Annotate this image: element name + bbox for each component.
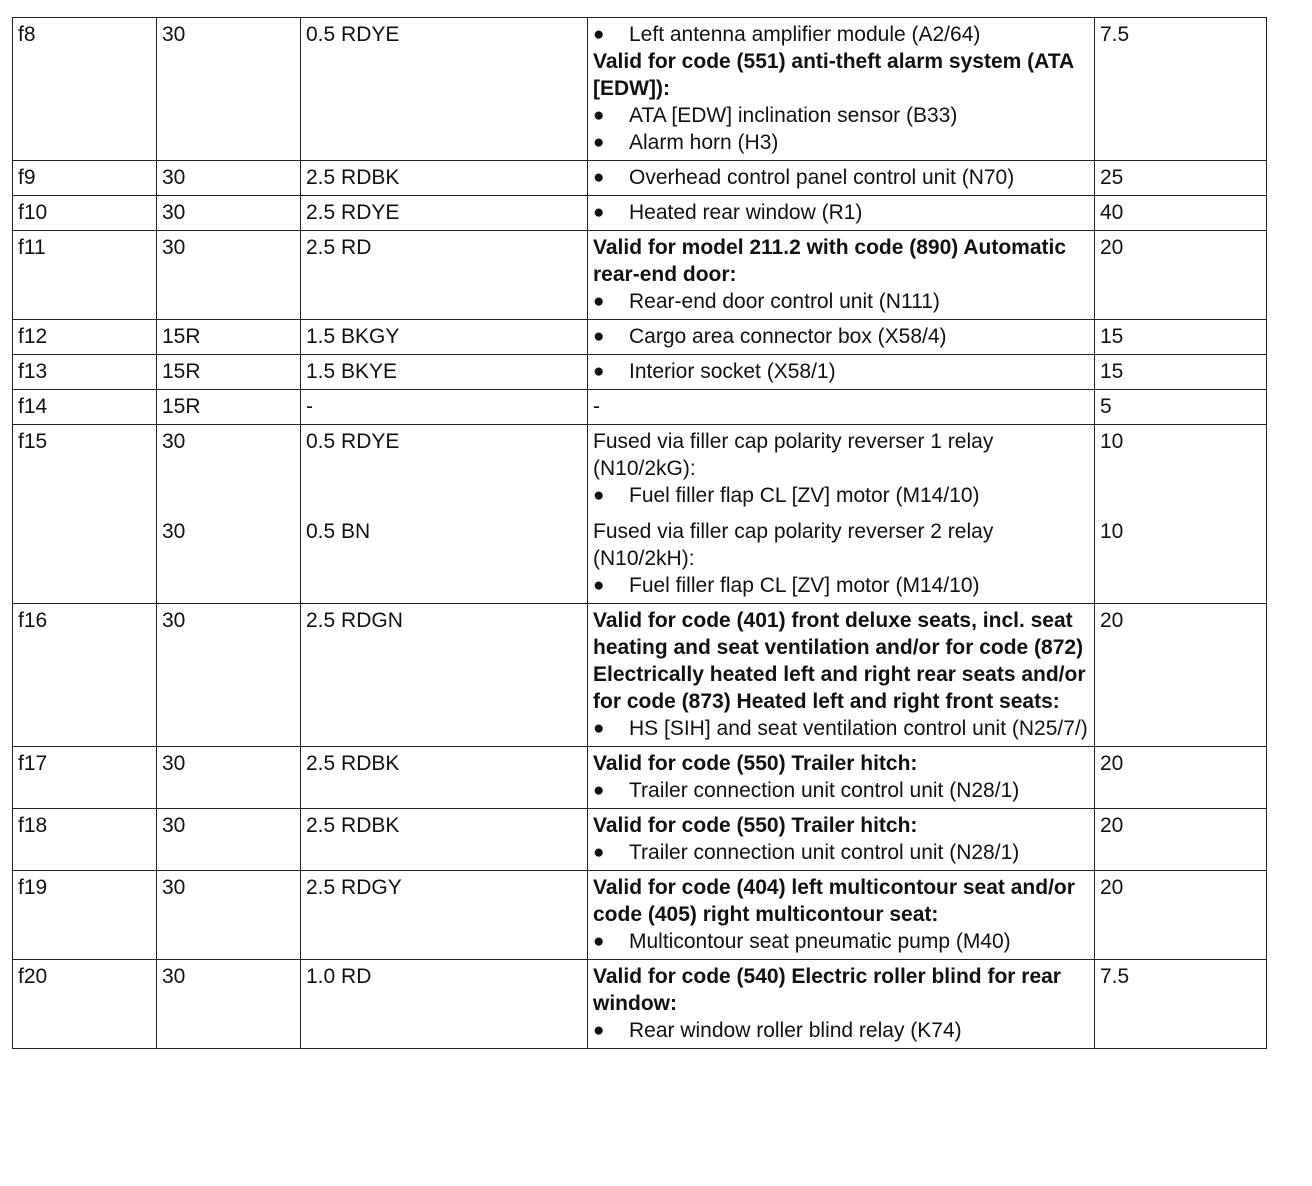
amperage-value: 7.5 bbox=[1100, 965, 1130, 988]
wire-value: 0.5 RDYE bbox=[306, 430, 400, 453]
fuse-number-cell bbox=[13, 960, 157, 1049]
terminal-value: 30 bbox=[162, 965, 186, 988]
amperage-value: 10 bbox=[1100, 520, 1124, 543]
wire-cell bbox=[301, 747, 588, 809]
bullet-item bbox=[593, 1017, 1090, 1044]
consumer-name: Rear-end door control unit (N111) bbox=[629, 290, 940, 313]
table-row bbox=[13, 809, 1267, 871]
fuse-number: f15 bbox=[18, 430, 48, 453]
bullet-item bbox=[593, 102, 1090, 129]
terminal-cell bbox=[157, 355, 301, 390]
wire-value: 0.5 BN bbox=[306, 520, 371, 543]
wire-value: 2.5 RDBK bbox=[306, 752, 400, 775]
fuse-number: f18 bbox=[18, 814, 48, 837]
wire-cell bbox=[301, 960, 588, 1049]
note-text: Fused via filler cap polarity reverser 1 relay (N10/2kG): bbox=[593, 430, 994, 480]
fuse-number: f13 bbox=[18, 360, 48, 383]
terminal-cell bbox=[157, 18, 301, 161]
amperage-value: 10 bbox=[1100, 430, 1124, 453]
bullet-item bbox=[593, 288, 1090, 315]
terminal-value: 15R bbox=[162, 360, 201, 383]
bullet-icon: ● bbox=[593, 575, 605, 596]
fuse-number-cell bbox=[13, 425, 157, 604]
consumer-name: ATA [EDW] inclination sensor (B33) bbox=[629, 104, 958, 127]
wire-value: 2.5 RDBK bbox=[306, 166, 400, 189]
table-row bbox=[13, 604, 1267, 747]
terminal-value: 15R bbox=[162, 325, 201, 348]
consumer-block bbox=[593, 812, 1090, 866]
bullet-icon: ● bbox=[593, 132, 605, 153]
terminal-cell bbox=[157, 960, 301, 1049]
validity-note: Valid for code (551) anti-theft alarm system (ATA [EDW]): bbox=[593, 50, 1074, 100]
table-row bbox=[13, 425, 1267, 604]
validity-note: Valid for code (404) left multicontour seat and/or code (405) right multicontour seat: bbox=[593, 876, 1075, 926]
amperage-value: 20 bbox=[1100, 236, 1124, 259]
amperage-cell bbox=[1095, 390, 1267, 425]
wire-value: 2.5 RDYE bbox=[306, 201, 400, 224]
wire-cell bbox=[301, 320, 588, 355]
fuse-number-cell bbox=[13, 231, 157, 320]
consumer-name: Cargo area connector box (X58/4) bbox=[629, 325, 947, 348]
wire-value: 1.5 BKYE bbox=[306, 360, 398, 383]
amperage-cell bbox=[1095, 809, 1267, 871]
amperage-cell bbox=[1095, 355, 1267, 390]
consumer-block bbox=[593, 393, 1090, 420]
amperage-cell bbox=[1095, 425, 1267, 604]
wire-cell bbox=[301, 871, 588, 960]
terminal-value: 30 bbox=[162, 166, 186, 189]
fuse-number-cell bbox=[13, 809, 157, 871]
terminal-cell bbox=[157, 871, 301, 960]
terminal-cell bbox=[157, 747, 301, 809]
table-row bbox=[13, 161, 1267, 196]
validity-note: Valid for code (540) Electric roller blind for rear window: bbox=[593, 965, 1061, 1015]
terminal-value: 30 bbox=[162, 430, 186, 453]
consumer-name: HS [SIH] and seat ventilation control unit (N25/7/) bbox=[629, 717, 1088, 740]
amperage-value: 40 bbox=[1100, 201, 1124, 224]
wire-cell bbox=[301, 18, 588, 161]
consumer-cell bbox=[588, 196, 1095, 231]
amperage-value: 15 bbox=[1100, 360, 1124, 383]
consumer-cell bbox=[588, 355, 1095, 390]
terminal-value: 30 bbox=[162, 752, 186, 775]
consumer-name: Trailer connection unit control unit (N28/1) bbox=[629, 779, 1020, 802]
consumer-cell bbox=[588, 604, 1095, 747]
amperage-cell bbox=[1095, 320, 1267, 355]
terminal-cell bbox=[157, 390, 301, 425]
validity-note: Valid for code (401) front deluxe seats, incl. seat heating and seat ventilation and/or for code (872) Electrically heated left and right rear seats and/or for code (873) Heated left and right front seats: bbox=[593, 609, 1086, 713]
fuse-number-cell bbox=[13, 320, 157, 355]
consumer-cell bbox=[588, 747, 1095, 809]
table-row bbox=[13, 355, 1267, 390]
wire-value: 2.5 RDGN bbox=[306, 609, 403, 632]
fuse-number: f11 bbox=[18, 236, 46, 259]
fuse-number-cell bbox=[13, 871, 157, 960]
amperage-value: 20 bbox=[1100, 876, 1124, 899]
consumer-cell bbox=[588, 809, 1095, 871]
consumer-name: Left antenna amplifier module (A2/64) bbox=[629, 23, 981, 46]
amperage-value: 7.5 bbox=[1100, 23, 1130, 46]
wire-value: 2.5 RD bbox=[306, 236, 372, 259]
table-row bbox=[13, 231, 1267, 320]
terminal-cell bbox=[157, 809, 301, 871]
consumer-block bbox=[593, 963, 1090, 1044]
consumer-cell bbox=[588, 390, 1095, 425]
consumer-name: Heated rear window (R1) bbox=[629, 201, 863, 224]
bullet-icon: ● bbox=[593, 361, 605, 382]
consumer-cell bbox=[588, 18, 1095, 161]
bullet-icon: ● bbox=[593, 326, 605, 347]
consumer-block bbox=[593, 874, 1090, 955]
fuse-number-cell bbox=[13, 161, 157, 196]
bullet-item bbox=[593, 199, 1090, 226]
consumer-block bbox=[593, 164, 1090, 191]
consumer-name: Multicontour seat pneumatic pump (M40) bbox=[629, 930, 1011, 953]
amperage-cell bbox=[1095, 604, 1267, 747]
consumer-block bbox=[593, 358, 1090, 385]
fuse-number-cell bbox=[13, 196, 157, 231]
terminal-cell bbox=[157, 231, 301, 320]
terminal-cell bbox=[157, 196, 301, 231]
terminal-value: 15R bbox=[162, 395, 201, 418]
table-row bbox=[13, 390, 1267, 425]
fuse-number: f20 bbox=[18, 965, 48, 988]
wire-value: - bbox=[306, 395, 313, 418]
consumer-name: Fuel filler flap CL [ZV] motor (M14/10) bbox=[629, 574, 980, 597]
fuse-number: f17 bbox=[18, 752, 48, 775]
consumer-cell bbox=[588, 320, 1095, 355]
consumer-cell bbox=[588, 161, 1095, 196]
wire-value: 1.0 RD bbox=[306, 965, 372, 988]
amperage-value: 20 bbox=[1100, 609, 1124, 632]
consumer-block bbox=[593, 428, 1090, 509]
table-row bbox=[13, 196, 1267, 231]
note-text: - bbox=[593, 395, 600, 418]
wire-cell bbox=[301, 196, 588, 231]
wire-cell bbox=[301, 390, 588, 425]
bullet-icon: ● bbox=[593, 105, 605, 126]
terminal-value: 30 bbox=[162, 23, 186, 46]
wire-value: 2.5 RDGY bbox=[306, 876, 402, 899]
wire-cell bbox=[301, 161, 588, 196]
bullet-item bbox=[593, 482, 1090, 509]
bullet-item bbox=[593, 21, 1090, 48]
fuse-number-cell bbox=[13, 604, 157, 747]
terminal-cell bbox=[157, 425, 301, 604]
consumer-cell bbox=[588, 231, 1095, 320]
validity-note: Valid for code (550) Trailer hitch: bbox=[593, 752, 918, 775]
amperage-value: 20 bbox=[1100, 814, 1124, 837]
amperage-value: 15 bbox=[1100, 325, 1124, 348]
amperage-cell bbox=[1095, 231, 1267, 320]
bullet-item bbox=[593, 164, 1090, 191]
consumer-block bbox=[593, 21, 1090, 156]
bullet-item bbox=[593, 839, 1090, 866]
consumer-name: Overhead control panel control unit (N70) bbox=[629, 166, 1015, 189]
fuse-number: f19 bbox=[18, 876, 48, 899]
table-row bbox=[13, 320, 1267, 355]
fuse-number: f8 bbox=[18, 23, 36, 46]
terminal-value: 30 bbox=[162, 814, 186, 837]
bullet-item bbox=[593, 715, 1090, 742]
wire-cell bbox=[301, 355, 588, 390]
wire-cell bbox=[301, 231, 588, 320]
amperage-cell bbox=[1095, 161, 1267, 196]
terminal-cell bbox=[157, 604, 301, 747]
terminal-cell bbox=[157, 320, 301, 355]
terminal-value: 30 bbox=[162, 201, 186, 224]
amperage-cell bbox=[1095, 747, 1267, 809]
consumer-cell bbox=[588, 871, 1095, 960]
consumer-cell bbox=[588, 960, 1095, 1049]
note-text: Fused via filler cap polarity reverser 2 relay (N10/2kH): bbox=[593, 520, 994, 570]
consumer-block bbox=[593, 199, 1090, 226]
terminal-value: 30 bbox=[162, 876, 186, 899]
fuse-number-cell bbox=[13, 355, 157, 390]
fuse-number: f14 bbox=[18, 395, 48, 418]
wire-cell bbox=[301, 604, 588, 747]
bullet-item bbox=[593, 129, 1090, 156]
table-row bbox=[13, 747, 1267, 809]
terminal-value: 30 bbox=[162, 609, 186, 632]
bullet-icon: ● bbox=[593, 780, 605, 801]
bullet-icon: ● bbox=[593, 718, 605, 739]
wire-cell bbox=[301, 425, 588, 604]
bullet-item bbox=[593, 777, 1090, 804]
fuse-table-body bbox=[13, 18, 1267, 1049]
consumer-block bbox=[593, 607, 1090, 742]
consumer-name: Trailer connection unit control unit (N28/1) bbox=[629, 841, 1020, 864]
bullet-icon: ● bbox=[593, 842, 605, 863]
bullet-icon: ● bbox=[593, 1020, 605, 1041]
consumer-name: Interior socket (X58/1) bbox=[629, 360, 836, 383]
fuse-number: f12 bbox=[18, 325, 48, 348]
amperage-value: 5 bbox=[1100, 395, 1112, 418]
bullet-item bbox=[593, 928, 1090, 955]
bullet-icon: ● bbox=[593, 24, 605, 45]
consumer-block bbox=[593, 750, 1090, 804]
table-row bbox=[13, 871, 1267, 960]
wire-cell bbox=[301, 809, 588, 871]
bullet-icon: ● bbox=[593, 485, 605, 506]
bullet-icon: ● bbox=[593, 931, 605, 952]
consumer-block bbox=[593, 518, 1090, 599]
fuse-number: f9 bbox=[18, 166, 36, 189]
wire-value: 1.5 BKGY bbox=[306, 325, 400, 348]
validity-note: Valid for code (550) Trailer hitch: bbox=[593, 814, 918, 837]
bullet-item bbox=[593, 323, 1090, 350]
amperage-cell bbox=[1095, 18, 1267, 161]
table-row bbox=[13, 18, 1267, 161]
fuse-number: f16 bbox=[18, 609, 48, 632]
amperage-cell bbox=[1095, 196, 1267, 231]
fuse-number: f10 bbox=[18, 201, 48, 224]
bullet-item bbox=[593, 358, 1090, 385]
fuse-number-cell bbox=[13, 747, 157, 809]
bullet-item bbox=[593, 572, 1090, 599]
consumer-cell bbox=[588, 425, 1095, 604]
terminal-cell bbox=[157, 161, 301, 196]
wire-value: 2.5 RDBK bbox=[306, 814, 400, 837]
terminal-value: 30 bbox=[162, 520, 186, 543]
wire-value: 0.5 RDYE bbox=[306, 23, 400, 46]
consumer-block bbox=[593, 234, 1090, 315]
validity-note: Valid for model 211.2 with code (890) Automatic rear-end door: bbox=[593, 236, 1067, 286]
fuse-number-cell bbox=[13, 390, 157, 425]
fuse-number-cell bbox=[13, 18, 157, 161]
amperage-value: 20 bbox=[1100, 752, 1124, 775]
amperage-value: 25 bbox=[1100, 166, 1124, 189]
consumer-name: Rear window roller blind relay (K74) bbox=[629, 1019, 962, 1042]
bullet-icon: ● bbox=[593, 167, 605, 188]
amperage-cell bbox=[1095, 960, 1267, 1049]
bullet-icon: ● bbox=[593, 202, 605, 223]
consumer-name: Alarm horn (H3) bbox=[629, 131, 779, 154]
terminal-value: 30 bbox=[162, 236, 186, 259]
consumer-block bbox=[593, 323, 1090, 350]
fuse-allocation-table bbox=[12, 17, 1267, 1049]
table-row bbox=[13, 960, 1267, 1049]
consumer-name: Fuel filler flap CL [ZV] motor (M14/10) bbox=[629, 484, 980, 507]
amperage-cell bbox=[1095, 871, 1267, 960]
bullet-icon: ● bbox=[593, 291, 605, 312]
